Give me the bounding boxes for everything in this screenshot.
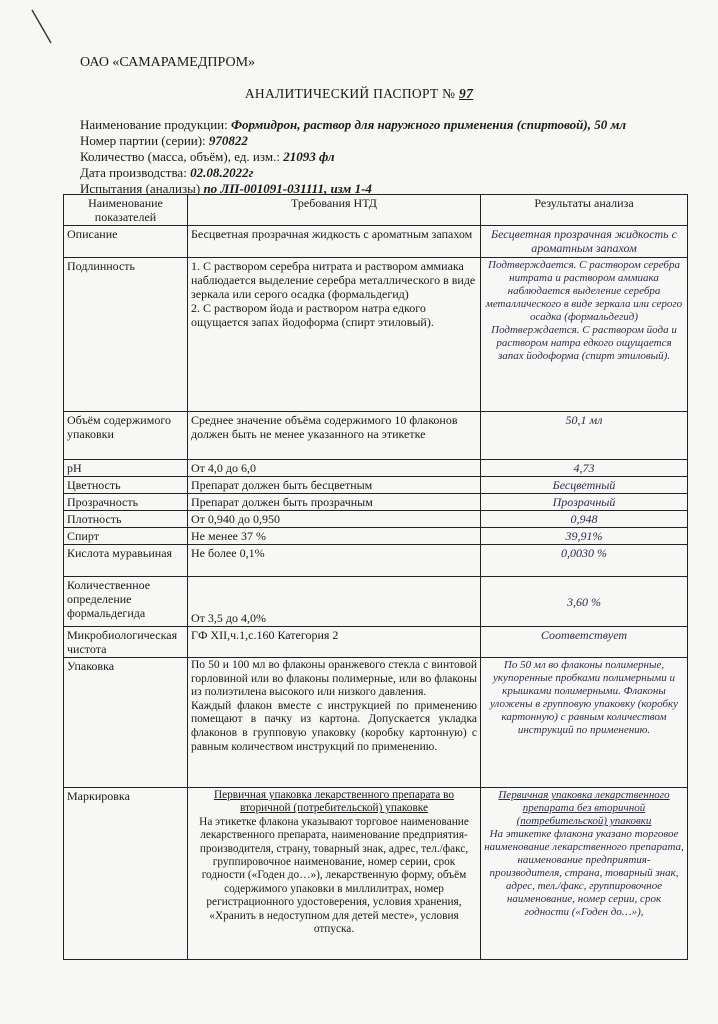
info-value: Формидрон, раствор для наружного применения (спиртовой), 50 мл bbox=[231, 117, 627, 132]
result-part: Подтверждается. С раствором серебра нитрата и раствором аммиака наблюдается выделение серебра металлического в виде зеркала или серого осадка (формальдегид) bbox=[485, 259, 683, 323]
table-row bbox=[64, 226, 688, 258]
row-name: Спирт bbox=[64, 528, 188, 545]
row-result bbox=[481, 788, 688, 960]
row-requirement: Бесцветная прозрачная жидкость с ароматным запахом bbox=[188, 226, 481, 258]
info-label: Количество (масса, объём), ед. изм.: bbox=[80, 149, 280, 164]
info-row-product bbox=[80, 117, 626, 133]
table-row bbox=[64, 528, 688, 545]
row-result: Бесцветный bbox=[481, 477, 688, 494]
info-label: Дата производства: bbox=[80, 165, 187, 180]
info-label: Испытания (анализы) bbox=[80, 181, 201, 196]
row-requirement: Препарат должен быть бесцветным bbox=[188, 477, 481, 494]
row-name: Упаковка bbox=[64, 658, 188, 788]
row-requirement: От 0,940 до 0,950 bbox=[188, 511, 481, 528]
requirement-part: 2. С раствором йода и раствором натра едкого ощущается запах йодоформа (спирт этиловый). bbox=[191, 301, 434, 329]
row-result: Прозрачный bbox=[481, 494, 688, 511]
table-row bbox=[64, 460, 688, 477]
row-requirement bbox=[188, 788, 481, 960]
requirement-heading: Первичная упаковка лекарственного препарата во вторичной (потребительской) упаковке bbox=[213, 789, 455, 815]
row-result bbox=[481, 258, 688, 412]
info-row-quantity bbox=[80, 149, 626, 165]
table-row bbox=[64, 577, 688, 627]
header-name: Наименование показателей bbox=[64, 195, 188, 226]
requirement-part: По 50 и 100 мл во флаконы оранжевого стекла с винтовой горловиной или во флаконы полимерные, или во флаконы из полиэтилена высокого или низкого давления. bbox=[191, 659, 477, 699]
info-value: по ЛП-001091-031111, изм 1-4 bbox=[203, 181, 372, 196]
row-result: 3,60 % bbox=[481, 577, 688, 627]
document-title bbox=[0, 86, 718, 102]
table-row bbox=[64, 511, 688, 528]
info-value: 970822 bbox=[208, 133, 248, 148]
row-requirement bbox=[188, 658, 481, 788]
info-label: Наименование продукции: bbox=[80, 117, 228, 132]
info-value: 21093 фл bbox=[283, 149, 335, 164]
analysis-table bbox=[63, 194, 688, 960]
table-row bbox=[64, 545, 688, 577]
row-name: Кислота муравьиная bbox=[64, 545, 188, 577]
row-requirement: ГФ XII,ч.1,с.160 Категория 2 bbox=[188, 627, 481, 658]
row-requirement: От 4,0 до 6,0 bbox=[188, 460, 481, 477]
result-heading: Первичная упаковка лекарственного препарата без вторичной (потребительской) упаковки bbox=[498, 789, 670, 827]
requirement-part: Каждый флакон вместе с инструкцией по применению помещают в пачку из картона. Допускается укладка флаконов в групповую упаковку (коробку картонную) с равным количеством инструкций по применению. bbox=[191, 699, 477, 753]
info-row-batch bbox=[80, 133, 626, 149]
info-row-date bbox=[80, 165, 626, 181]
requirement-part: На этикетке флакона указывают торговое наименование лекарственного препарата, наименование предприятия-производителя, страну, товарный знак, адрес, тел./факс, группировочное наименование, номер серии, срок годности («Годен до…»), лекарственную форму, объём содержимого упаковки в миллилитрах, номер регистрационного удостоверения, условия хранения, «Хранить в недоступном для детей месте», условия отпуска. bbox=[199, 815, 469, 936]
info-label: Номер партии (серии): bbox=[80, 133, 206, 148]
row-requirement: Не менее 37 % bbox=[188, 528, 481, 545]
table-row bbox=[64, 494, 688, 511]
row-name: Микробиологическая чистота bbox=[64, 627, 188, 658]
title-prefix: АНАЛИТИЧЕСКИЙ ПАСПОРТ № bbox=[244, 86, 456, 101]
pen-stroke-mark bbox=[30, 8, 54, 46]
table-row bbox=[64, 788, 688, 960]
table-row bbox=[64, 627, 688, 658]
table-header-row bbox=[64, 195, 688, 226]
info-value: 02.08.2022г bbox=[190, 165, 254, 180]
row-requirement bbox=[188, 258, 481, 412]
row-result: 39,91% bbox=[481, 528, 688, 545]
row-name: Подлинность bbox=[64, 258, 188, 412]
header-results: Результаты анализа bbox=[481, 195, 688, 226]
row-name: Объём содержимого упаковки bbox=[64, 412, 188, 460]
table-row bbox=[64, 412, 688, 460]
table-row bbox=[64, 258, 688, 412]
row-requirement: Препарат должен быть прозрачным bbox=[188, 494, 481, 511]
row-result: 50,1 мл bbox=[481, 412, 688, 460]
passport-number: 97 bbox=[459, 86, 474, 101]
table-row bbox=[64, 477, 688, 494]
company-name: ОАО «САМАРАМЕДПРОМ» bbox=[80, 55, 256, 70]
row-result: 4,73 bbox=[481, 460, 688, 477]
row-result: Соответствует bbox=[481, 627, 688, 658]
row-name: pH bbox=[64, 460, 188, 477]
row-name: Маркировка bbox=[64, 788, 188, 960]
result-part: На этикетке флакона указано торговое наименование лекарственного препарата, наименование предприятия-производителя, страна, товарный знак, адрес, тел./факс, группировочное наименование, номер серии, срок годности («Годен до…»), bbox=[484, 828, 684, 918]
row-name: Описание bbox=[64, 226, 188, 258]
row-requirement: Не более 0,1% bbox=[188, 545, 481, 577]
header-requirements: Требования НТД bbox=[188, 195, 481, 226]
row-name: Плотность bbox=[64, 511, 188, 528]
row-result: 0,0030 % bbox=[481, 545, 688, 577]
row-name: Цветность bbox=[64, 477, 188, 494]
row-result: По 50 мл во флаконы полимерные, укупоренные пробками полимерными и крышками полимерными. Флаконы уложены в групповую упаковку (коробку картонную) с равным количеством инструкций по применению. bbox=[481, 658, 688, 788]
product-info bbox=[80, 117, 626, 197]
requirement-part: 1. С раствором серебра нитрата и раствором аммиака наблюдается выделение серебра металлического в виде зеркала или серого осадка (формальдегид) bbox=[191, 259, 476, 301]
row-name: Прозрачность bbox=[64, 494, 188, 511]
row-name: Количественное определение формальдегида bbox=[64, 577, 188, 627]
row-result: Бесцветная прозрачная жидкость с ароматным запахом bbox=[481, 226, 688, 258]
row-requirement: Среднее значение объёма содержимого 10 флаконов должен быть не менее указанного на этикетке bbox=[188, 412, 481, 460]
table-row bbox=[64, 658, 688, 788]
result-part: Подтверждается. С раствором йода и раствором натра едкого ощущается запах йодоформа (спирт этиловый). bbox=[491, 324, 677, 362]
row-result: 0,948 bbox=[481, 511, 688, 528]
row-requirement: От 3,5 до 4,0% bbox=[188, 577, 481, 627]
